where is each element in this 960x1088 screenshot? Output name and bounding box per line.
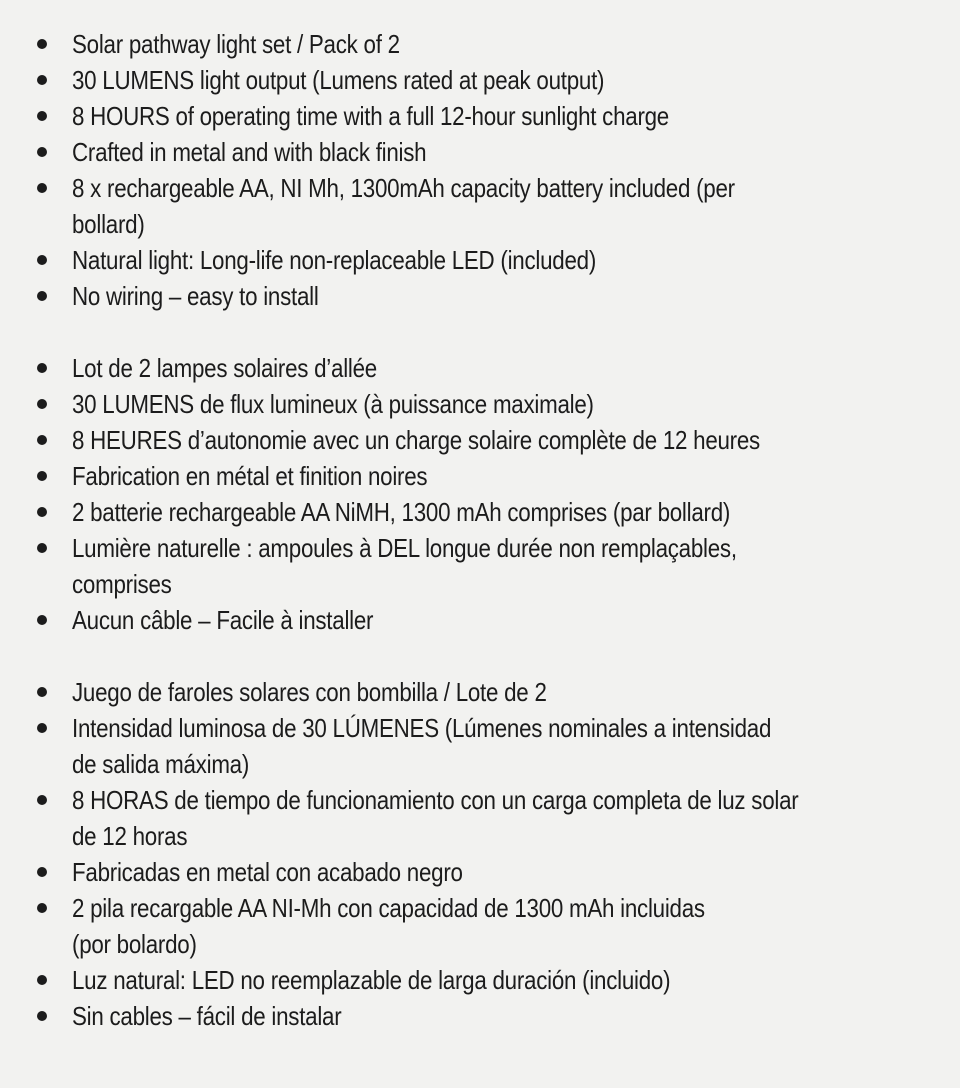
bullet-icon <box>37 903 47 913</box>
list-item-text: Lot de 2 lampes solaires d’allée <box>72 353 377 383</box>
french-feature-list <box>34 350 940 638</box>
bullet-icon <box>37 615 47 625</box>
list-item <box>34 62 940 98</box>
bullet-icon <box>37 543 47 553</box>
list-item-text: Solar pathway light set / Pack of 2 <box>72 29 400 59</box>
bullet-icon <box>37 687 47 697</box>
list-item-text: No wiring – easy to install <box>72 281 319 311</box>
list-item <box>34 962 940 998</box>
bullet-icon <box>37 795 47 805</box>
list-item <box>34 278 940 314</box>
list-item-text: Crafted in metal and with black finish <box>72 137 427 167</box>
list-item-text: 2 batterie rechargeable AA NiMH, 1300 mAh comprises (par bollard) <box>72 497 731 527</box>
list-item <box>34 710 940 782</box>
list-item <box>34 242 940 278</box>
list-item-text: Luz natural: LED no reemplazable de larga duración (incluido) <box>72 965 671 995</box>
english-feature-list <box>34 26 940 314</box>
list-item <box>34 998 940 1034</box>
list-item <box>34 386 940 422</box>
bullet-icon <box>37 399 47 409</box>
spanish-feature-list <box>34 674 940 1034</box>
bullet-icon <box>37 723 47 733</box>
bullet-icon <box>37 291 47 301</box>
bullet-icon <box>37 39 47 49</box>
list-item-text: 30 LUMENS light output (Lumens rated at peak output) <box>72 65 605 95</box>
bullet-icon <box>37 255 47 265</box>
list-item-text: Aucun câble – Facile à installer <box>72 605 374 635</box>
bullet-icon <box>37 363 47 373</box>
bullet-icon <box>37 147 47 157</box>
list-item-text: 30 LUMENS de flux lumineux (à puissance maximale) <box>72 389 594 419</box>
bullet-icon <box>37 975 47 985</box>
bullet-icon <box>37 183 47 193</box>
bullet-icon <box>37 75 47 85</box>
list-item-text: Juego de faroles solares con bombilla / Lote de 2 <box>72 677 547 707</box>
list-item <box>34 890 940 962</box>
list-item-text: Natural light: Long-life non-replaceable LED (included) <box>72 245 597 275</box>
list-item <box>34 782 940 854</box>
list-item <box>34 602 940 638</box>
list-item-text: Lumière naturelle : ampoules à DEL longue durée non remplaçables, comprises <box>72 533 737 599</box>
list-item-text: 8 HOURS of operating time with a full 12-hour sunlight charge <box>72 101 670 131</box>
list-item <box>34 674 940 710</box>
list-item <box>34 494 940 530</box>
list-item-text: 8 HORAS de tiempo de funcionamiento con un carga completa de luz solar de 12 horas <box>72 785 799 851</box>
list-item <box>34 854 940 890</box>
list-item <box>34 350 940 386</box>
list-item <box>34 98 940 134</box>
list-item <box>34 458 940 494</box>
list-item-text: Fabrication en métal et finition noires <box>72 461 428 491</box>
list-item <box>34 530 940 602</box>
list-item <box>34 26 940 62</box>
list-item-text: 8 x rechargeable AA, NI Mh, 1300mAh capacity battery included (per bollard) <box>72 173 735 239</box>
bullet-icon <box>37 507 47 517</box>
list-item <box>34 134 940 170</box>
list-item-text: Intensidad luminosa de 30 LÚMENES (Lúmenes nominales a intensidad de salida máxima) <box>72 713 772 779</box>
bullet-icon <box>37 867 47 877</box>
bullet-icon <box>37 471 47 481</box>
list-item-text: Fabricadas en metal con acabado negro <box>72 857 463 887</box>
bullet-icon <box>37 435 47 445</box>
bullet-icon <box>37 1011 47 1021</box>
bullet-icon <box>37 111 47 121</box>
list-item-text: Sin cables – fácil de instalar <box>72 1001 342 1031</box>
list-item <box>34 170 940 242</box>
list-item <box>34 422 940 458</box>
list-item-text: 8 HEURES d’autonomie avec un charge solaire complète de 12 heures <box>72 425 760 455</box>
list-item-text: 2 pila recargable AA NI-Mh con capacidad de 1300 mAh incluidas (por bolardo) <box>72 893 705 959</box>
